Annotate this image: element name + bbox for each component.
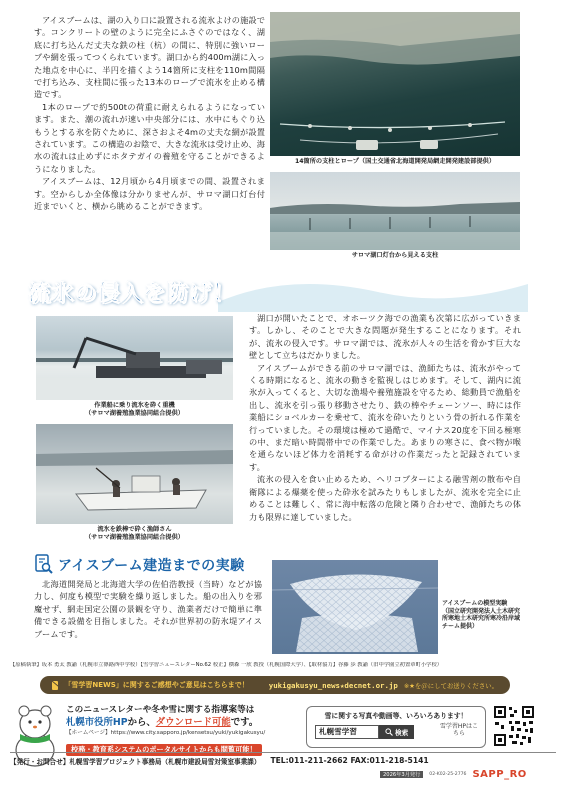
caption-crane: 作業船に乗り流氷を砕く重機 （サロマ湖養殖漁業協同組合提供） [85, 402, 184, 417]
crane-illustration [36, 316, 233, 400]
drift-text-block [249, 312, 521, 523]
promo-url[interactable]: 【ホームページ】https://www.city.sapporo.jp/kensetsu/yuki/yukigakusyu/ [66, 730, 266, 736]
photo-model-experiment [272, 560, 438, 654]
qr-note: 雪学習HPはこちら [439, 723, 479, 738]
promo-line-2 [66, 716, 306, 729]
qr-code[interactable] [492, 704, 536, 748]
promo-download: ダウンロード可能 [155, 717, 231, 728]
promo-line-1: このニュースレターや冬や雪に関する指導案等は [66, 705, 255, 715]
caption-fisherman: 流氷を鉄棒で砕く漁師さん （サロマ湖養殖漁業協同組合提供） [85, 526, 184, 541]
issue-code: 02-K02-25-2776 [429, 772, 467, 777]
contact-bar [10, 752, 556, 768]
intro-text-block [34, 14, 265, 213]
section-model-heading-wrap [34, 553, 274, 575]
promo-desu: です。 [230, 717, 259, 728]
intro-paragraph-1: アイスブームは、湖の入り口に設置される流氷よけの施設です。コンクリートの壁のように完全にふさぐのではなく、湖底に打ち込んだ丈夫な鉄の柱（杭）の間に、特別に強いロープや網を張ってつくられています。湖口から約400m湖に入った地点を中心に、半円を描くよう14箇所に支柱を110m間隔で打ち込み、支柱間に張った13本のロープで流氷を止める構造です。 [34, 15, 265, 100]
photo-lake-view [270, 172, 520, 250]
model-text-block [34, 578, 262, 640]
lake-view-illustration [270, 172, 520, 250]
drift-paragraph-2: アイスブームができる前のサロマ湖では、漁師たちは、流氷がやってくる時期になると、流氷の動きを監視しはじめます。そして、湖内に流氷が入ってくると、大切な漁場や養殖施設を守るため、総動員で漁船を出し、流氷を引っ張り移動させたり、鉄の棒やチェーンソー、時には作業船にショベルカーを乗せて、流氷を砕いたりという骨の折れる作業を行っていました。その環境は極めて過酷で、マイナス20度を下回る極寒の中、まだ暗い時間帯中での作業でした。あまりの寒さに、食べ物が喉を通らないほど体力を消耗する命がけの作業だったと記録されています。 [249, 362, 521, 472]
section-drift-heading-wrap [28, 272, 528, 312]
sapporo-logo: SAPP_RO [472, 769, 527, 780]
promo-portal-badge: 校務・教育系システムのポータルサイトからも閲覧可能！ [66, 744, 262, 756]
drift-paragraph-1: 湖口が開いたことで、オホーツク海での漁業も次第に広がっていきます。しかし、そのことで大きな問題が発生することになります。それが、流氷の侵入です。サロマ湖では、流氷が人々の生活を脅かす巨大な壁として立ちはだかりました。 [249, 313, 521, 361]
photo-fisherman-ice [36, 424, 233, 524]
credits-line: 【原稿執筆】坂本 勇太 教諭（札幌市立篠路西中学校）【雪学習ニュースレターNo.62 校正】横森 一欣 教授（札幌国際大学）、【取材協力】谷藤 歩 教諭（旧中学園立初置章町小学校） [10, 662, 443, 668]
qr-code-icon [492, 704, 536, 748]
drift-paragraph-3: 流氷の侵入を食い止めるため、ヘリコプターによる融雪剤の散布や自衛隊による爆薬を使った砕氷を試みたりもしましたが、流氷を完全に止めることは難しく、常に海中転落の危険と隣り合わせで、漁師たちの体力も限界に達していました。 [249, 474, 521, 522]
fisherman-illustration [36, 424, 233, 524]
search-row [315, 725, 414, 739]
section-drift-heading: 流氷の侵入を防げ！ [28, 281, 236, 306]
caption-model: アイスブームの模型実験 （国立研究開発法人土木研究所寒地土木研究所寒冷沿岸域チーム提供） [442, 600, 521, 630]
search-button-label: 検索 [395, 729, 409, 737]
intro-paragraph-3: アイスブームは、12月頃から4月頃までの間、設置されます。空からしか全体像は分かりませんが、サロマ湖口灯台付近までいくと、横から眺めることができます。 [34, 176, 265, 212]
model-paragraph: 北海道開発局と北海道大学の佐伯浩教授（当時）などが協力し、何度も模型で実験を繰り返しました。船の出入りを邪魔せず、網走国定公園の景観を守り、漁業者だけで簡単に準備できる設備を目指しました。それが世界初の防氷堤アイスブームです。 [34, 579, 262, 639]
aerial-rope-illustration [270, 12, 520, 156]
caption-lake-view: サロマ湖口灯台から見える支柱 [351, 252, 439, 259]
promo-text-block [66, 704, 306, 756]
news-bar-email[interactable]: yukigakusyu_news★decnet.or.jp [268, 680, 398, 690]
news-bar-note: ※★を＠にしてお送りください。 [403, 681, 498, 690]
photo-aerial-support-rope [270, 12, 520, 156]
magnifier-icon [385, 728, 393, 736]
contact-tel-fax: TEL:011-211-2662 FAX:011-218-5141 [270, 756, 429, 765]
document-search-icon [34, 554, 54, 574]
mail-icon [52, 681, 58, 690]
section-model-heading: アイスブーム建造までの実験 [58, 558, 245, 574]
caption-support-rope: 14箇所の支柱とロープ（国土交通省北海道開発局網走開発建設部提供） [294, 158, 496, 165]
issue-date: 2026年3月発行 [380, 771, 423, 778]
search-button[interactable] [379, 725, 414, 739]
news-feedback-bar [40, 676, 510, 694]
promo-from: から、 [127, 717, 156, 728]
intro-paragraph-2: 1本のロープで約500tの荷重に耐えられるようになっています。また、潮の流れが速い中央部分には、水中にもぐり込もうとする氷を防ぐために、深さおよそ4mの丈夫な網が設置されています。この構造のお陰で、大きな流氷は受け止め、海水の流れは止めずにホタテガイの養殖を守ることができるようになりました。 [34, 101, 265, 174]
promo-city-hp[interactable]: 札幌市役所HP [66, 717, 128, 728]
news-bar-message: 「雪学習NEWS」に関するご感想やご意見はこちらまで！ [64, 681, 249, 689]
resource-box-title: 雪に関する写真や動画等、いろいろあります！ [324, 712, 468, 720]
photo-crane-work-boat [36, 316, 233, 400]
search-input[interactable]: 札幌雪学習 [315, 725, 379, 739]
model-illustration [272, 560, 438, 654]
issue-meta [380, 769, 527, 780]
resource-box [306, 706, 486, 748]
contact-org: 【発行・お問合せ】札幌雪学習プロジェクト事務局（札幌市建設局雪対策室事業課） [10, 757, 261, 766]
